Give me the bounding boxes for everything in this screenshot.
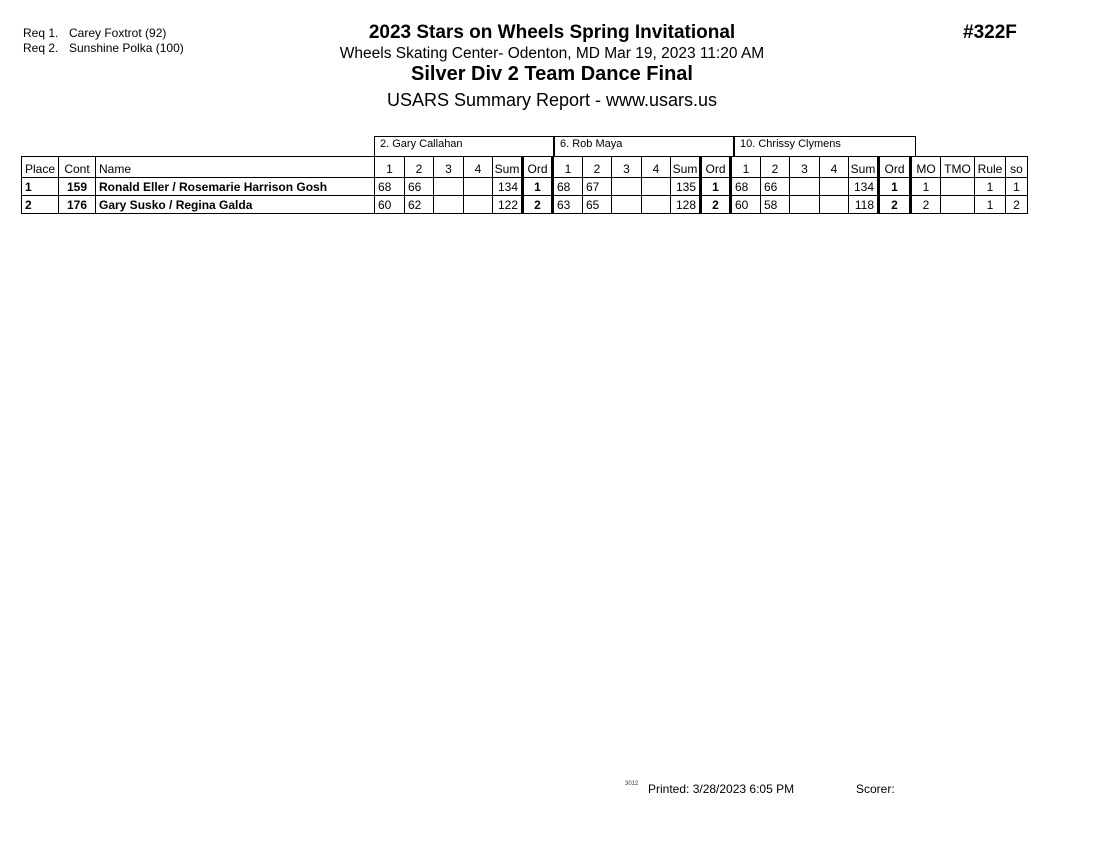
row-j2-sum: 135 bbox=[671, 178, 701, 196]
row-j2-s3 bbox=[612, 196, 642, 214]
row-j3-s4 bbox=[820, 196, 849, 214]
report-title: USARS Summary Report - www.usars.us bbox=[386, 90, 718, 110]
row-j2-s2: 67 bbox=[583, 178, 612, 196]
row-j1-s2: 62 bbox=[405, 196, 434, 214]
col-j2-s4: 4 bbox=[642, 157, 671, 178]
row-tmo bbox=[941, 196, 975, 214]
row-j2-s1: 63 bbox=[553, 196, 583, 214]
row-j1-ord: 2 bbox=[523, 196, 553, 214]
row-j3-sum: 118 bbox=[849, 196, 879, 214]
row-name: Ronald Eller / Rosemarie Harrison Gosh bbox=[96, 178, 375, 196]
scorer-label: Scorer: bbox=[856, 782, 895, 796]
event-number: #322F bbox=[963, 22, 1017, 43]
footer-code: 3012 bbox=[625, 781, 639, 787]
row-j1-sum: 122 bbox=[493, 196, 523, 214]
results-table bbox=[21, 156, 1028, 214]
row-j1-s1: 68 bbox=[375, 178, 405, 196]
row-so: 2 bbox=[1006, 196, 1028, 214]
col-j2-s3: 3 bbox=[612, 157, 642, 178]
row-j1-s1: 60 bbox=[375, 196, 405, 214]
required-dance-1-name: Carey Foxtrot (92) bbox=[69, 26, 167, 40]
row-j1-s2: 66 bbox=[405, 178, 434, 196]
col-mo: MO bbox=[911, 157, 941, 178]
row-j2-ord: 1 bbox=[701, 178, 731, 196]
row-j3-s2: 66 bbox=[761, 178, 790, 196]
row-j2-sum: 128 bbox=[671, 196, 701, 214]
row-place: 1 bbox=[22, 178, 59, 196]
table-header-row bbox=[22, 157, 1028, 178]
col-j3-s1: 1 bbox=[731, 157, 761, 178]
col-j2-s2: 2 bbox=[583, 157, 612, 178]
row-j1-ord: 1 bbox=[523, 178, 553, 196]
col-j3-sum: Sum bbox=[849, 157, 879, 178]
row-j3-s1: 68 bbox=[731, 178, 761, 196]
required-dance-2-name: Sunshine Polka (100) bbox=[69, 41, 184, 55]
row-j2-s3 bbox=[612, 178, 642, 196]
event-title: Silver Div 2 Team Dance Final bbox=[411, 63, 693, 85]
row-j1-s3 bbox=[434, 196, 464, 214]
row-rule: 1 bbox=[975, 178, 1006, 196]
venue-date: Wheels Skating Center- Odenton, MD Mar 19, 2023 11:20 AM bbox=[339, 45, 765, 62]
row-j3-sum: 134 bbox=[849, 178, 879, 196]
col-name: Name bbox=[96, 157, 375, 178]
col-place: Place bbox=[22, 157, 59, 178]
col-j2-sum: Sum bbox=[671, 157, 701, 178]
col-j1-s4: 4 bbox=[464, 157, 493, 178]
row-mo: 2 bbox=[911, 196, 941, 214]
col-j3-ord: Ord bbox=[879, 157, 911, 178]
col-rule: Rule bbox=[975, 157, 1006, 178]
row-j2-s2: 65 bbox=[583, 196, 612, 214]
row-j2-s1: 68 bbox=[553, 178, 583, 196]
col-j1-ord: Ord bbox=[523, 157, 553, 178]
judge-header-1: 2. Gary Callahan bbox=[374, 136, 554, 156]
row-j2-s4 bbox=[642, 178, 671, 196]
row-j3-s3 bbox=[790, 178, 820, 196]
col-so: so bbox=[1006, 157, 1028, 178]
col-j1-s3: 3 bbox=[434, 157, 464, 178]
row-j2-ord: 2 bbox=[701, 196, 731, 214]
col-cont: Cont bbox=[59, 157, 96, 178]
col-j3-s2: 2 bbox=[761, 157, 790, 178]
row-so: 1 bbox=[1006, 178, 1028, 196]
row-tmo bbox=[941, 178, 975, 196]
printed-timestamp: Printed: 3/28/2023 6:05 PM bbox=[648, 782, 795, 796]
row-cont: 159 bbox=[59, 178, 96, 196]
col-tmo: TMO bbox=[941, 157, 975, 178]
judge-header-2: 6. Rob Maya bbox=[554, 136, 734, 156]
competition-title: 2023 Stars on Wheels Spring Invitational bbox=[368, 22, 736, 43]
row-name: Gary Susko / Regina Galda bbox=[96, 196, 375, 214]
col-j1-s1: 1 bbox=[375, 157, 405, 178]
col-j2-ord: Ord bbox=[701, 157, 731, 178]
row-place: 2 bbox=[22, 196, 59, 214]
judge-header-3: 10. Chrissy Clymens bbox=[734, 136, 916, 156]
col-j2-s1: 1 bbox=[553, 157, 583, 178]
table-row bbox=[22, 196, 1028, 214]
col-j1-s2: 2 bbox=[405, 157, 434, 178]
row-rule: 1 bbox=[975, 196, 1006, 214]
row-j1-s3 bbox=[434, 178, 464, 196]
row-mo: 1 bbox=[911, 178, 941, 196]
required-dance-2-label: Req 2. bbox=[23, 41, 59, 55]
row-j3-ord: 2 bbox=[879, 196, 911, 214]
required-dance-1-label: Req 1. bbox=[23, 26, 59, 40]
row-j1-s4 bbox=[464, 178, 493, 196]
row-j3-s1: 60 bbox=[731, 196, 761, 214]
row-j3-ord: 1 bbox=[879, 178, 911, 196]
row-j3-s4 bbox=[820, 178, 849, 196]
row-j2-s4 bbox=[642, 196, 671, 214]
table-row bbox=[22, 178, 1028, 196]
row-j3-s2: 58 bbox=[761, 196, 790, 214]
row-j1-sum: 134 bbox=[493, 178, 523, 196]
row-j1-s4 bbox=[464, 196, 493, 214]
col-j1-sum: Sum bbox=[493, 157, 523, 178]
row-cont: 176 bbox=[59, 196, 96, 214]
row-j3-s3 bbox=[790, 196, 820, 214]
col-j3-s4: 4 bbox=[820, 157, 849, 178]
col-j3-s3: 3 bbox=[790, 157, 820, 178]
